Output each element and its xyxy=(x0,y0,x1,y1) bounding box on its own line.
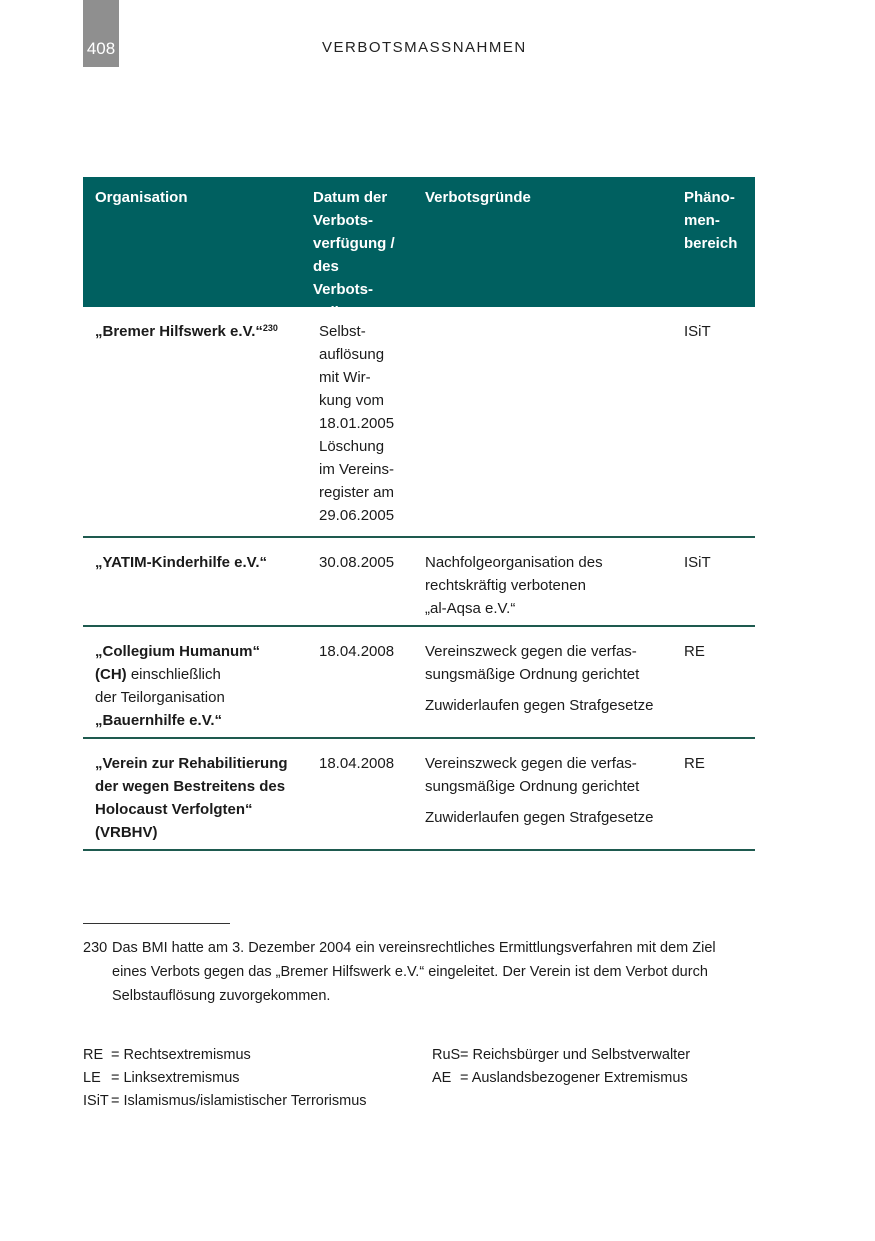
abbreviation-item: ISiT = Islamismus/islamistischer Terrorismus xyxy=(83,1093,367,1109)
date-cell: Selbst- auflösung mit Wir- kung vom 18.01.2005 Löschung im Vereins- register am 29.06.2005 xyxy=(319,323,395,524)
col-header-reasons: Verbotsgründe xyxy=(425,189,531,206)
footnote-ref: 230 xyxy=(262,323,278,333)
table-row xyxy=(83,627,755,739)
date-cell: 18.04.2008 xyxy=(319,755,395,772)
col-header-date: Datum der Verbots- verfügung / des Verbots- vollzugs xyxy=(313,189,395,321)
abbreviations-right xyxy=(432,1044,690,1090)
area-cell: RE xyxy=(684,755,705,772)
area-cell: RE xyxy=(684,643,705,660)
reasons-cell: Nachfolgeorganisation des rechtskräftig verbotenen „al-Aqsa e.V.“ xyxy=(425,554,603,617)
date-cell: 18.04.2008 xyxy=(319,643,395,660)
page-number: 408 xyxy=(83,0,119,67)
organisation-cell: „Collegium Humanum“ (CH) einschließlich der Teilorganisation „Bauernhilfe e.V.“ xyxy=(95,643,261,729)
table-row xyxy=(83,307,755,538)
footnote-text: Das BMI hatte am 3. Dezember 2004 ein vereinsrechtliches Ermittlungsverfahren mit dem Ziel eines Verbots gegen das „Bremer Hilfswerk e.V.“ eingeleitet. Der Verein ist dem Verbot durch Selbstauflösung zuvorgekommen. xyxy=(112,940,716,1004)
organisation-cell: „Verein zur Rehabilitierung der wegen Bestreitens des Holocaust Verfolgten“ (VRBHV) xyxy=(95,755,288,841)
abbreviations-left xyxy=(83,1044,367,1113)
abbreviation-item: LE = Linksextremismus xyxy=(83,1070,240,1086)
footnote-number: 230 xyxy=(83,940,108,956)
abbreviation-item: RuS= Reichsbürger und Selbstverwalter xyxy=(432,1047,691,1063)
col-header-area: Phäno- men- bereich xyxy=(684,189,738,252)
running-title: VERBOTSMASSNAHMEN xyxy=(322,39,527,56)
organisation-cell: „Bremer Hilfswerk e.V.“$^{230}$ xyxy=(95,323,278,340)
table-row xyxy=(83,739,755,851)
area-cell: ISiT xyxy=(684,554,711,571)
table-row xyxy=(83,538,755,627)
footnote-divider xyxy=(83,923,230,924)
area-cell: ISiT xyxy=(684,323,711,340)
table-header xyxy=(83,177,755,321)
abbreviation-item: RE = Rechtsextremismus xyxy=(83,1047,251,1063)
reasons-cell: Vereinszweck gegen die verfas- sungsmäßige Ordnung gerichtet Zuwiderlaufen gegen Strafgesetze xyxy=(425,643,654,714)
organisation-cell: „YATIM-Kinderhilfe e.V.“ xyxy=(95,554,267,571)
footnote xyxy=(83,936,733,1008)
reasons-cell: Vereinszweck gegen die verfas- sungsmäßige Ordnung gerichtet Zuwiderlaufen gegen Strafgesetze xyxy=(425,755,654,826)
prohibition-table xyxy=(83,177,755,851)
abbreviation-item: AE = Auslandsbezogener Extremismus xyxy=(432,1070,688,1086)
date-cell: 30.08.2005 xyxy=(319,554,395,571)
col-header-organisation: Organisation xyxy=(95,189,188,206)
